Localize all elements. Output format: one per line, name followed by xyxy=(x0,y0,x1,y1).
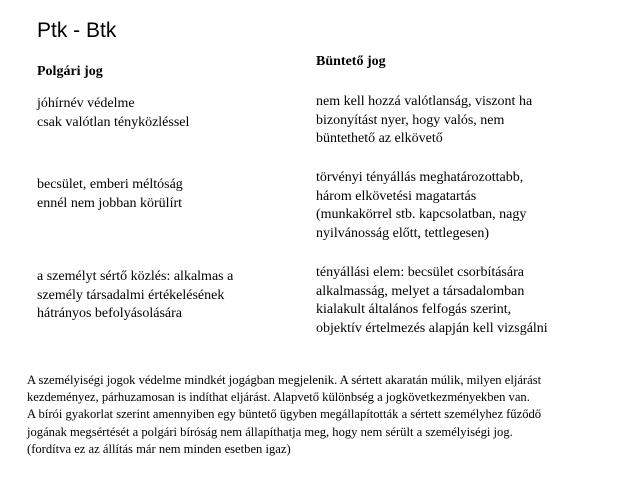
criminal-law-block-offense xyxy=(316,169,526,243)
civil-law-heading: Polgári jog xyxy=(37,64,103,79)
text-line: A személyiségi jogok védelme mindkét jogágban megjelenik. A sértett akaratán múlik, milyen eljárást xyxy=(27,373,542,387)
criminal-law-block-element xyxy=(316,264,548,338)
text-line: ennél nem jobban körülírt xyxy=(37,195,183,211)
civil-law-block-statement xyxy=(37,268,233,324)
text-line: kialakult általános felfogás szerint, xyxy=(316,302,512,318)
text-line: nyilvánosság előtt, tettlegesen) xyxy=(316,225,490,241)
civil-law-block-reputation xyxy=(37,95,189,132)
text-line: (fordítva ez az állítás már nem minden esetben igaz) xyxy=(27,441,291,456)
text-line: törvényi tényállás meghatározottabb, xyxy=(316,170,524,185)
text-line: objektív értelmezés alapján kell vizsgálni xyxy=(316,320,548,336)
text-line: a személyt sértő közlés: alkalmas a xyxy=(37,269,234,284)
text-line: jogának megsértését a polgári bíróság nem állapíthatja meg, hogy nem sérült a személyiségi jog. xyxy=(27,424,513,439)
civil-law-block-honor xyxy=(37,176,183,213)
slide-title: Ptk - Btk xyxy=(37,19,117,42)
text-line: (munkakörrel stb. kapcsolatban, nagy xyxy=(316,207,527,223)
text-line: bizonyítást nyer, hogy valós, nem xyxy=(316,112,505,128)
text-line: három elkövetési magatartás xyxy=(316,188,477,204)
text-line: alkalmasság, melyet a társadalomban xyxy=(316,283,525,299)
text-line: becsület, emberi méltóság xyxy=(37,177,183,192)
text-line: kezdeményez, párhuzamosan is indíthat eljárást. Alapvető különbség a jogkövetkezményekben van. xyxy=(27,390,530,405)
text-line: nem kell hozzá valótlanság, viszont ha xyxy=(316,94,533,109)
text-line: A bírói gyakorlat szerint amennyiben egy büntető ügyben megállapították a sértett személyhez fűződő xyxy=(27,407,542,422)
summary-paragraph xyxy=(27,372,627,458)
text-line: tényállási elem: becsület csorbítására xyxy=(316,265,524,280)
text-line: személy társadalmi értékelésének xyxy=(37,287,225,303)
text-line: jóhírnév védelme xyxy=(37,96,135,111)
criminal-law-block-truth xyxy=(316,93,532,149)
text-line: büntethető az elkövető xyxy=(316,131,443,147)
text-line: csak valótlan tényközléssel xyxy=(37,114,190,130)
text-line: hátrányos befolyásolására xyxy=(37,306,182,322)
criminal-law-heading: Büntető jog xyxy=(316,54,386,69)
